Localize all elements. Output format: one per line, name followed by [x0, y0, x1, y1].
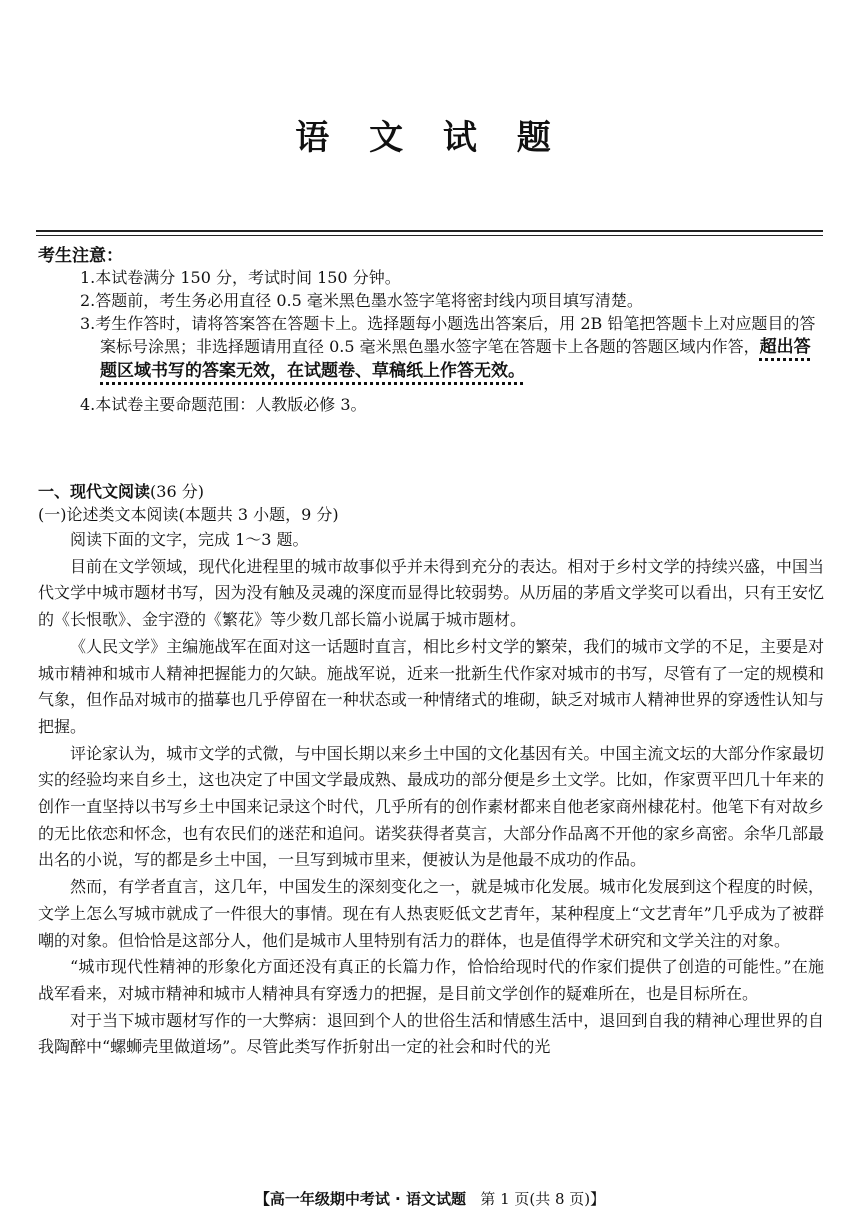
section-heading-label: 一、现代文阅读: [38, 482, 151, 501]
section-heading: [38, 479, 828, 502]
reading-passage: [38, 527, 824, 1061]
notice-list: [80, 266, 825, 416]
divider-thin: [36, 235, 823, 236]
paragraph: “城市现代性精神的形象化方面还没有真正的长篇力作，恰恰给现时代的作家们提供了创造的可能性。”在施战军看来，对城市精神和城市人精神具有穿透力的把握，是目前文学创作的疑难所在，也是目标所在。: [38, 957, 824, 1003]
paragraph: 目前在文学领域，现代化进程里的城市故事似乎并未得到充分的表达。相对于乡村文学的持续兴盛，中国当代文学中城市题材书写，因为没有触及灵魂的深度而显得比较弱势。从历届的茅盾文学奖可以看出，只有王安忆的《长恨歌》、金宇澄的《繁花》等少数几部长篇小说属于城市题材。: [38, 556, 824, 630]
notice-item-3-text: 3.考生作答时，请将答案答在答题卡上。选择题每小题选出答案后，用 2B 铅笔把答题卡上对应题目的答案标号涂黑；非选择题请用直径 0.5 毫米黑色墨水签字笔在答题卡上各题的答题区域内作答，: [80, 314, 816, 356]
notice-heading: 考生注意：: [38, 246, 123, 266]
paragraph: 然而，有学者直言，这几年，中国发生的深刻变化之一，就是城市化发展。城市化发展到这个程度的时候，文学上怎么写城市就成了一件很大的事情。现在有人热衷贬低文艺青年，某种程度上“文艺青年”几乎成为了被群嘲的对象。但恰恰是这部分人，他们是城市人里特别有活力的群体，也是值得学术研究和文学关注的对象。: [38, 877, 824, 950]
notice-item-3-emphasis: 超出答题区域书写的答案无效，在试题卷、草稿纸上作答无效。: [100, 337, 811, 381]
notice-item-4: 4.本试卷主要命题范围：人教版必修 3。: [80, 395, 367, 414]
page-footer: [0, 1188, 860, 1209]
notice-item-2: 2.答题前，考生务必用直径 0.5 毫米黑色墨水签字笔将密封线内项目填写清楚。: [80, 291, 643, 310]
sub-section-heading: (一)论述类文本阅读(本题共 3 小题，9 分): [38, 505, 339, 524]
footer-exam-name: 【高一年级期中考试 · 语文试题: [254, 1190, 466, 1208]
instruction: 阅读下面的文字，完成 1～3 题。: [70, 530, 309, 549]
notice-item-1: 1.本试卷满分 150 分，考试时间 150 分钟。: [80, 268, 401, 287]
footer-page-number: 第 1 页(共 8 页)】: [480, 1190, 606, 1208]
divider-thick: [36, 230, 823, 232]
paragraph: 对于当下城市题材写作的一大弊病：退回到个人的世俗生活和情感生活中，退回到自我的精神心理世界的自我陶醉中“螺蛳壳里做道场”。尽管此类写作折射出一定的社会和时代的光: [38, 1010, 824, 1057]
notice-item-3: [80, 312, 825, 383]
paragraph: 《人民文学》主编施战军在面对这一话题时直言，相比乡村文学的繁荣，我们的城市文学的不足，主要是对城市精神和城市人精神把握能力的欠缺。施战军说，近来一批新生代作家对城市的书写，尽管有了一定的规模和气象，但作品对城市的描摹也几乎停留在一种状态或一种情绪式的堆砌，缺乏对城市人精神世界的穿透性认知与把握。: [38, 636, 824, 736]
paragraph: 评论家认为，城市文学的式微，与中国长期以来乡土中国的文化基因有关。中国主流文坛的大部分作家最切实的经验均来自乡土，这也决定了中国文学最成熟、最成功的部分便是乡土文学。比如，作家贾平凹几十年来的创作一直坚持以书写乡土中国来记录这个时代，几乎所有的创作素材都来自他老家商州棣花村。他笔下有对故乡的无比依恋和怀念，也有农民们的迷茫和追问。诺奖获得者莫言，大部分作品离不开他的家乡高密。余华几部最出名的小说，写的都是乡土中国，一旦写到城市里来，便被认为是他最不成功的作品。: [38, 743, 824, 870]
page-title: 语 文 试 题: [295, 118, 565, 158]
section-heading-score: (36 分): [150, 482, 204, 501]
